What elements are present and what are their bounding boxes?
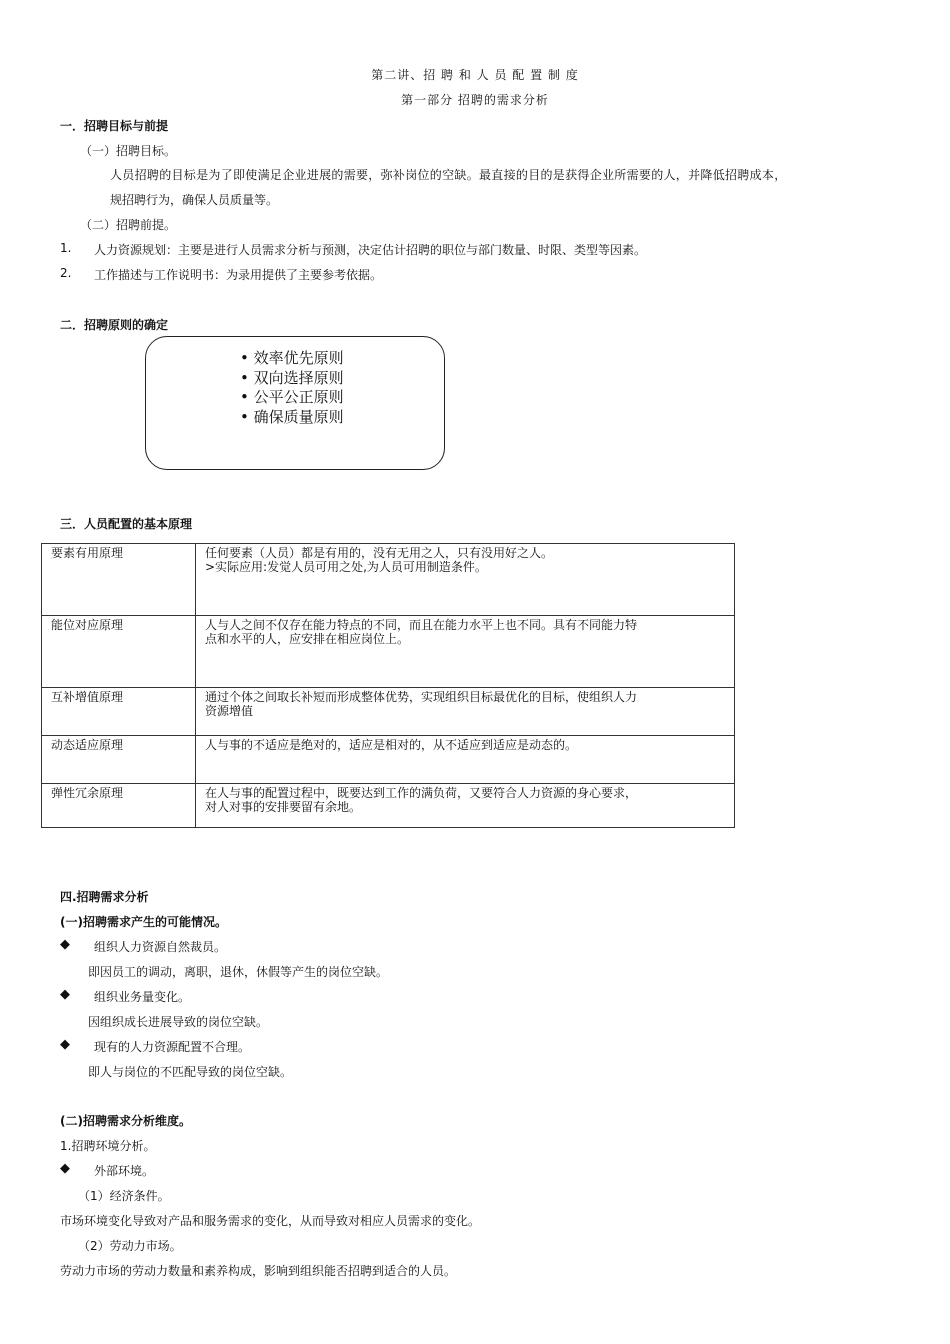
description-line: 点和水平的人，应安排在相应岗位上。 [205,632,410,646]
principles-list [240,349,344,427]
description-line: >实际应用:发觉人员可用之处,为人员可用制造条件。 [205,560,487,574]
principle-description [196,616,735,688]
allocation-principles-table [41,543,735,828]
case-2-title: 组织业务量变化。 [94,990,191,1004]
table-row [42,688,735,736]
section4-sub1-heading: (一)招聘需求产生的可能情况。 [60,915,227,929]
diamond-bullet-icon: ◆ [60,987,70,1002]
goal-label: （一）招聘目标。 [80,144,177,158]
description-line: 资源增值 [205,704,254,718]
case-3-detail: 即人与岗位的不匹配导致的岗位空缺。 [88,1065,293,1079]
principle-name: 能位对应原理 [42,616,196,688]
table-row [42,736,735,784]
description-line: 人与事的不适应是绝对的，适应是相对的，从不适应到适应是动态的。 [205,738,578,752]
principle-name: 要素有用原理 [42,544,196,616]
diamond-bullet-icon: ◆ [60,1037,70,1052]
principle-description [196,688,735,736]
principle-item: • 双向选择原则 [240,369,344,389]
case-3-title: 现有的人力资源配置不合理。 [94,1040,251,1054]
principle-description [196,784,735,828]
premise-item-1-number: 1. [60,241,72,255]
goal-text-line2: 规招聘行为，确保人员质量等。 [110,193,279,207]
principle-item: • 确保质量原则 [240,408,344,428]
env-analysis-label: 1.招聘环境分析。 [60,1139,156,1153]
labor-market-text: 劳动力市场的劳动力数量和素养构成，影响到组织能否招聘到适合的人员。 [60,1264,457,1278]
premise-item-2-text: 工作描述与工作说明书：为录用提供了主要参考依据。 [94,268,383,282]
principles-box [145,336,445,470]
external-environment-label: 外部环境。 [94,1164,155,1178]
premise-item-2-number: 2. [60,266,72,280]
section1-heading: 一．招聘目标与前提 [60,119,169,133]
case-1-title: 组织人力资源自然裁员。 [94,940,227,954]
section3-heading: 三．人员配置的基本原理 [60,517,193,531]
principle-name: 弹性冗余原理 [42,784,196,828]
principle-name: 动态适应原理 [42,736,196,784]
diamond-bullet-icon: ◆ [60,1161,70,1176]
labor-market-label: （2）劳动力市场。 [78,1239,182,1253]
description-line: 任何要素（人员）都是有用的，没有无用之人，只有没用好之人。 [205,546,554,560]
description-line: 通过个体之间取长补短而形成整体优势，实现组织目标最优化的目标，使组织人力 [205,690,638,704]
description-line: 人与人之间不仅存在能力特点的不同，而且在能力水平上也不同。具有不同能力特 [205,618,638,632]
diamond-bullet-icon: ◆ [60,937,70,952]
principle-description [196,736,735,784]
goal-text-line1: 人员招聘的目标是为了即使满足企业进展的需要，弥补岗位的空缺。最直接的目的是获得企业所需要的人，并降低招聘成本， [110,168,787,182]
principle-item: • 效率优先原则 [240,349,344,369]
table-row [42,784,735,828]
premise-item-1-text: 人力资源规划：主要是进行人员需求分析与预测，决定估计招聘的职位与部门数量、时限、类型等因素。 [94,243,647,257]
economic-conditions-label: （1）经济条件。 [78,1189,170,1203]
principle-item: • 公平公正原则 [240,388,344,408]
section2-heading: 二．招聘原则的确定 [60,318,169,332]
table-row [42,544,735,616]
case-2-detail: 因组织成长进展导致的岗位空缺。 [88,1015,269,1029]
premise-label: （二）招聘前提。 [80,218,177,232]
document-title: 第二讲、招 聘 和 人 员 配 置 制 度 [371,68,579,82]
section4-sub2-heading: (二)招聘需求分析维度。 [60,1114,191,1128]
principle-name: 互补增值原理 [42,688,196,736]
description-line: 在人与事的配置过程中，既要达到工作的满负荷，又要符合人力资源的身心要求， [205,786,638,800]
document-subtitle: 第一部分 招聘的需求分析 [401,93,549,107]
case-1-detail: 即因员工的调动，离职，退休，休假等产生的岗位空缺。 [88,965,389,979]
description-line: 对人对事的安排要留有余地。 [205,800,362,814]
section4-heading: 四.招聘需求分析 [60,890,149,904]
principle-description [196,544,735,616]
table-row [42,616,735,688]
economic-conditions-text: 市场环境变化导致对产品和服务需求的变化，从而导致对相应人员需求的变化。 [60,1214,481,1228]
